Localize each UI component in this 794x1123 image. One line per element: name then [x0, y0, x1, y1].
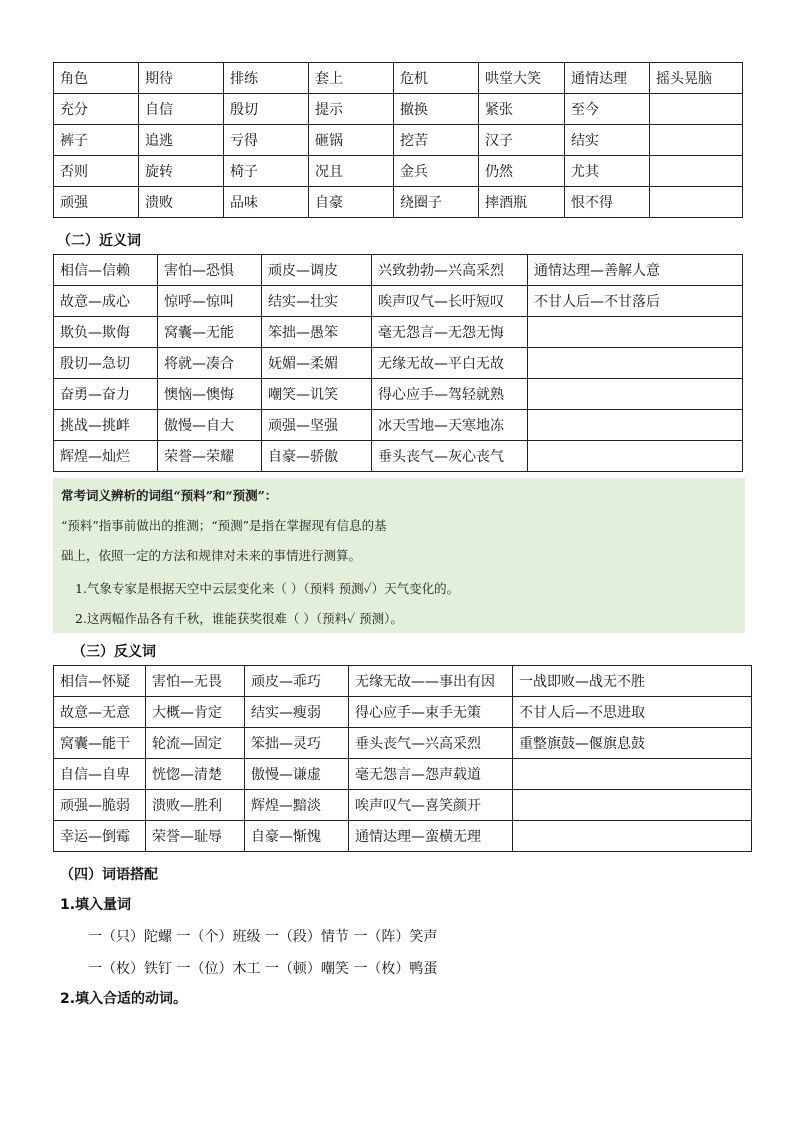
antonyms-table [53, 665, 752, 852]
table-cell: 荣誉—荣耀 [158, 441, 262, 472]
synonyms-table [53, 254, 743, 472]
table-cell: 自信—自卑 [54, 759, 146, 790]
synonyms-heading: （二）近义词 [57, 233, 141, 249]
synonym-row [54, 317, 743, 348]
table-cell: 旋转 [139, 156, 224, 187]
word-row [54, 125, 743, 156]
table-cell: 无缘无故——事出有因 [349, 666, 513, 697]
table-cell [528, 379, 743, 410]
table-cell: 自信 [139, 94, 224, 125]
table-cell: 自豪 [309, 187, 394, 218]
table-cell: 品味 [224, 187, 309, 218]
table-cell: 顽强 [54, 187, 139, 218]
table-cell: 至今 [565, 94, 650, 125]
table-cell: 垂头丧气—灰心丧气 [372, 441, 528, 472]
table-cell: 危机 [394, 63, 479, 94]
table-cell [650, 156, 743, 187]
table-cell: 顽强—坚强 [262, 410, 372, 441]
table-cell: 尤其 [565, 156, 650, 187]
table-cell: 妩媚—柔媚 [262, 348, 372, 379]
word-row [54, 187, 743, 218]
antonyms-heading: （三）反义词 [72, 644, 156, 660]
word-row [54, 63, 743, 94]
table-cell: 追逃 [139, 125, 224, 156]
synonym-row [54, 441, 743, 472]
table-cell [513, 790, 752, 821]
measure-words-line-1: 一（只）陀螺 一（个）班级 一（段）情节 一（阵）笑声 [88, 929, 438, 945]
table-cell: 顽皮—乖巧 [245, 666, 349, 697]
table-cell: 相信—怀疑 [54, 666, 146, 697]
table-cell: 荣誉—耻辱 [146, 821, 245, 852]
table-cell: 顽强—脆弱 [54, 790, 146, 821]
table-cell: 通情达理—善解人意 [528, 255, 743, 286]
table-cell: 嘲笑—讥笑 [262, 379, 372, 410]
antonym-row [54, 666, 752, 697]
collocation-heading: （四）词语搭配 [60, 867, 158, 883]
table-cell: 傲慢—谦虚 [245, 759, 349, 790]
synonym-row [54, 410, 743, 441]
table-cell: 套上 [309, 63, 394, 94]
table-cell: 奋勇—奋力 [54, 379, 158, 410]
table-cell [528, 317, 743, 348]
table-cell: 角色 [54, 63, 139, 94]
word-row [54, 94, 743, 125]
table-cell: 懊恼—懊悔 [158, 379, 262, 410]
table-cell: 结实—瘦弱 [245, 697, 349, 728]
table-cell: 将就—凑合 [158, 348, 262, 379]
table-cell: 结实 [565, 125, 650, 156]
table-cell: 无缘无故—平白无故 [372, 348, 528, 379]
table-cell: 毫无怨言—无怨无悔 [372, 317, 528, 348]
note-line-2: 础上，依照一定的方法和规律对未来的事情进行测算。 [61, 548, 362, 563]
table-cell: 不甘人后—不甘落后 [528, 286, 743, 317]
table-cell: 故意—无意 [54, 697, 146, 728]
table-cell: 重整旗鼓—偃旗息鼓 [513, 728, 752, 759]
table-cell: 冰天雪地—天寒地冻 [372, 410, 528, 441]
table-cell: 兴致勃勃—兴高采烈 [372, 255, 528, 286]
table-cell: 大概—肯定 [146, 697, 245, 728]
table-cell: 辉煌—灿烂 [54, 441, 158, 472]
table-cell [513, 759, 752, 790]
table-cell: 挑战—挑衅 [54, 410, 158, 441]
synonym-row [54, 348, 743, 379]
antonym-row [54, 697, 752, 728]
table-cell: 否则 [54, 156, 139, 187]
table-cell: 窝囊—能干 [54, 728, 146, 759]
table-cell: 相信—信赖 [54, 255, 158, 286]
table-cell: 摔酒瓶 [479, 187, 565, 218]
table-cell [650, 125, 743, 156]
measure-words-line-2: 一（枚）铁钉 一（位）木工 一（顿）嘲笑 一（枚）鸭蛋 [88, 961, 438, 977]
table-cell [528, 410, 743, 441]
words-table [53, 62, 743, 218]
table-cell: 溃败—胜利 [146, 790, 245, 821]
synonym-row [54, 255, 743, 286]
table-cell: 绕圈子 [394, 187, 479, 218]
verbs-subheading: 2.填入合适的动词。 [60, 991, 188, 1007]
table-cell: 恨不得 [565, 187, 650, 218]
antonym-row [54, 759, 752, 790]
note-item-1: 1.气象专家是根据天空中云层变化来（ ）（预料 预测✓）天气变化的。 [75, 581, 460, 596]
table-cell: 害怕—恐惧 [158, 255, 262, 286]
table-cell: 溃败 [139, 187, 224, 218]
table-cell: 殷切—急切 [54, 348, 158, 379]
table-cell: 得心应手—束手无策 [349, 697, 513, 728]
measure-words-subheading: 1.填入量词 [60, 897, 132, 913]
table-cell: 通情达理 [565, 63, 650, 94]
table-cell: 紧张 [479, 94, 565, 125]
table-cell: 挖苦 [394, 125, 479, 156]
note-line-1: “预料”指事前做出的推测；“预测”是指在掌握现有信息的基 [61, 518, 387, 533]
antonym-row [54, 728, 752, 759]
word-distinction-note [53, 478, 745, 633]
table-cell: 窝囊—无能 [158, 317, 262, 348]
table-cell: 得心应手—驾轻就熟 [372, 379, 528, 410]
table-cell: 充分 [54, 94, 139, 125]
table-cell: 期待 [139, 63, 224, 94]
table-cell: 恍惚—清楚 [146, 759, 245, 790]
note-item-2: 2.这两幅作品各有千秋，谁能获奖很难（ ）（预料✓ 预测）。 [75, 611, 403, 626]
table-cell: 通情达理—蛮横无理 [349, 821, 513, 852]
table-cell: 哄堂大笑 [479, 63, 565, 94]
table-cell: 笨拙—愚笨 [262, 317, 372, 348]
table-cell: 自豪—惭愧 [245, 821, 349, 852]
table-cell: 况且 [309, 156, 394, 187]
table-cell: 撤换 [394, 94, 479, 125]
table-cell [650, 187, 743, 218]
table-cell: 汉子 [479, 125, 565, 156]
table-cell: 亏得 [224, 125, 309, 156]
synonym-row [54, 379, 743, 410]
note-title: 常考词义辨析的词组“预料”和“预测”： [61, 488, 278, 503]
table-cell: 唉声叹气—喜笑颜开 [349, 790, 513, 821]
table-cell: 辉煌—黯淡 [245, 790, 349, 821]
table-cell: 唉声叹气—长吁短叹 [372, 286, 528, 317]
table-cell: 排练 [224, 63, 309, 94]
table-cell [528, 348, 743, 379]
antonym-row [54, 790, 752, 821]
table-cell: 提示 [309, 94, 394, 125]
table-cell: 砸锅 [309, 125, 394, 156]
table-cell: 殷切 [224, 94, 309, 125]
table-cell [528, 441, 743, 472]
table-cell: 幸运—倒霉 [54, 821, 146, 852]
table-cell: 裤子 [54, 125, 139, 156]
table-cell: 惊呼—惊叫 [158, 286, 262, 317]
table-cell [513, 821, 752, 852]
table-cell: 自豪—骄傲 [262, 441, 372, 472]
table-cell: 一战即败—战无不胜 [513, 666, 752, 697]
table-cell: 摇头晃脑 [650, 63, 743, 94]
table-cell: 结实—壮实 [262, 286, 372, 317]
synonym-row [54, 286, 743, 317]
table-cell: 毫无怨言—怨声载道 [349, 759, 513, 790]
word-row [54, 156, 743, 187]
table-cell [650, 94, 743, 125]
table-cell: 不甘人后—不思进取 [513, 697, 752, 728]
table-cell: 故意—成心 [54, 286, 158, 317]
table-cell: 轮流—固定 [146, 728, 245, 759]
table-cell: 笨拙—灵巧 [245, 728, 349, 759]
table-cell: 欺负—欺侮 [54, 317, 158, 348]
table-cell: 顽皮—调皮 [262, 255, 372, 286]
table-cell: 仍然 [479, 156, 565, 187]
table-cell: 椅子 [224, 156, 309, 187]
table-cell: 垂头丧气—兴高采烈 [349, 728, 513, 759]
table-cell: 傲慢—自大 [158, 410, 262, 441]
table-cell: 金兵 [394, 156, 479, 187]
antonym-row [54, 821, 752, 852]
table-cell: 害怕—无畏 [146, 666, 245, 697]
